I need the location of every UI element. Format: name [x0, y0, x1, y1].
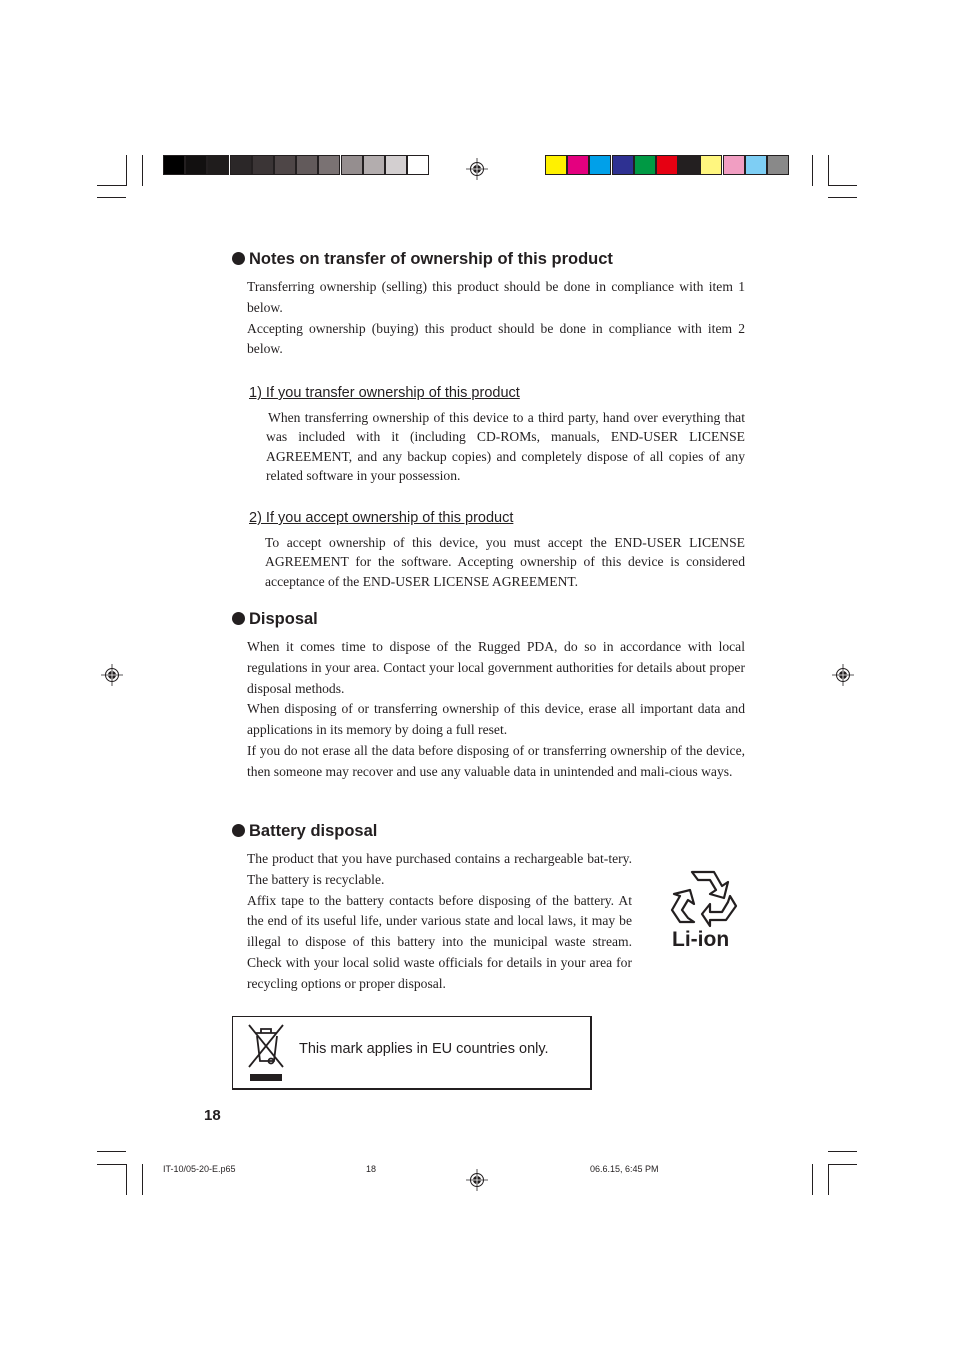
ownership-intro: [247, 277, 745, 360]
color-swatch: [252, 155, 274, 175]
color-swatch: [656, 155, 678, 175]
color-swatch: [274, 155, 296, 175]
battery-heading: Battery disposal: [232, 822, 377, 841]
footer-filename: IT-10/05-20-E.p65: [163, 1164, 236, 1174]
color-swatch: [296, 155, 318, 175]
registration-mark-icon: [466, 158, 488, 180]
disposal-paragraph-1: When it comes time to dispose of the Rugged PDA, do so in accordance with local regulations in your area. Contact your local government authorities for details about proper disposal methods.: [247, 639, 745, 696]
color-swatch: [723, 155, 745, 175]
registration-mark-icon: [832, 664, 854, 686]
color-swatch: [407, 155, 429, 175]
color-swatch: [745, 155, 767, 175]
li-ion-label: Li-ion: [672, 928, 730, 951]
color-swatch: [612, 155, 634, 175]
item2-text: To accept ownership of this device, you must accept the END-USER LICENSE AGREEMENT for the software. Accepting ownership of this device is considered acceptance of the END-USER LICENSE AGREEMENT.: [265, 535, 745, 589]
item2-heading: 2) If you accept ownership of this product: [249, 510, 514, 526]
disposal-heading: Disposal: [232, 610, 318, 629]
color-swatch: [341, 155, 363, 175]
page-number: 18: [204, 1107, 221, 1124]
color-swatch: [185, 155, 207, 175]
color-swatch: [363, 155, 385, 175]
recycle-icon: [670, 868, 738, 928]
eu-mark-box: [232, 1016, 592, 1090]
color-swatch: [163, 155, 185, 175]
item1-text: When transferring ownership of this device to a third party, hand over everything that was included with it (including CD-ROMs, manuals, END-USER LICENSE AGREEMENT, and any backup copies) and completely dispose of all copies of any related software in your possession.: [266, 410, 745, 484]
disposal-paragraph-3: If you do not erase all the data before disposing of or transferring ownership of the device, then someone may recover and use any valuable data in unintended and mali-cious ways.: [247, 742, 745, 779]
color-swatch: [207, 155, 229, 175]
color-swatch: [700, 155, 722, 175]
footer-page: 18: [366, 1164, 377, 1174]
ownership-heading: Notes on transfer of ownership of this product: [232, 250, 613, 269]
registration-mark-icon: [466, 1169, 488, 1191]
ownership-intro-1: Transferring ownership (selling) this product should be done in compliance with item 1 below.: [247, 279, 745, 315]
color-swatch: [318, 155, 340, 175]
disposal-text: [247, 637, 745, 783]
eu-mark-text: This mark applies in EU countries only.: [299, 1041, 549, 1057]
color-swatch: [634, 155, 656, 175]
bullet-icon: [232, 252, 245, 265]
footer-datetime: 06.6.15, 6:45 PM: [590, 1164, 659, 1174]
disposal-paragraph-2: When disposing of or transferring ownership of this device, erase all important data and applications in its memory by doing a full reset.: [247, 701, 745, 738]
color-swatch: [678, 155, 700, 175]
color-swatch: [589, 155, 611, 175]
color-swatch: [567, 155, 589, 175]
bullet-icon: [232, 612, 245, 625]
registration-mark-icon: [101, 664, 123, 686]
bullet-icon: [232, 824, 245, 837]
battery-text: [247, 849, 632, 995]
color-swatch: [230, 155, 252, 175]
item1-heading: 1) If you transfer ownership of this product: [249, 385, 520, 401]
ownership-intro-2: Accepting ownership (buying) this product should be done in compliance with item 2 below.: [247, 320, 745, 357]
color-swatch: [545, 155, 567, 175]
battery-paragraph-2: Affix tape to the battery contacts before disposing of the battery. At the end of its useful life, under various state and local laws, it may be illegal to dispose of this battery into the municipal waste stream. Check with your local solid waste officials for details in your area for recycling options or proper disposal.: [247, 892, 632, 991]
battery-paragraph-1: The product that you have purchased contains a rechargeable bat-tery. The battery is recyclable.: [247, 851, 632, 887]
color-swatch: [385, 155, 407, 175]
color-swatch: [767, 155, 789, 175]
crossed-out-wheelie-bin-icon: [247, 1023, 285, 1083]
